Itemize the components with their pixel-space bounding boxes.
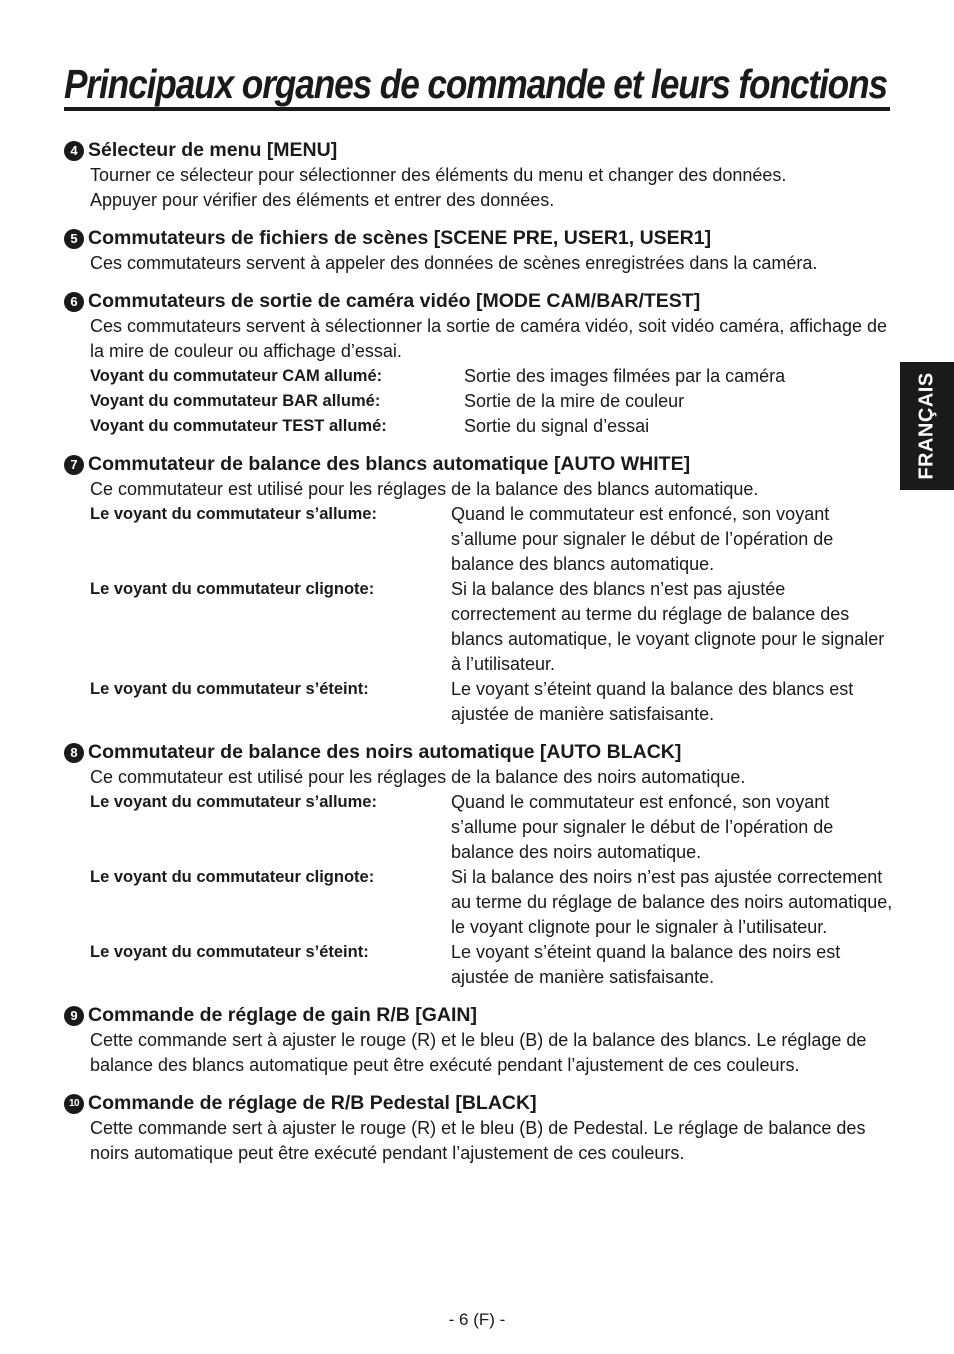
indicator-label: Voyant du commutateur TEST allumé:	[90, 417, 387, 435]
indicator-row	[90, 865, 894, 940]
indicator-row	[90, 790, 894, 865]
indicator-label: Le voyant du commutateur s’allume:	[90, 793, 377, 811]
section-heading	[64, 1091, 894, 1116]
indicator-label: Voyant du commutateur CAM allumé:	[90, 367, 383, 385]
section-black-pedestal	[64, 1091, 894, 1166]
section-title: Commutateurs de sortie de caméra vidéo [MODE CAM/BAR/TEST]	[88, 290, 701, 312]
section-auto-white	[64, 452, 894, 727]
section-body	[90, 477, 894, 727]
indicator-description: Si la balance des noirs n’est pas ajustée correctement au terme du réglage de balance des noirs automatique, le voyant clignote pour le signaler à l’utilisateur.	[451, 867, 893, 937]
section-number-icon: 10	[64, 1094, 84, 1114]
section-body	[90, 765, 894, 990]
page-title: Principaux organes de commande et leurs fonctions	[64, 61, 888, 107]
indicator-label: Voyant du commutateur BAR allumé:	[90, 392, 381, 410]
section-auto-black	[64, 740, 894, 990]
section-number-icon: 7	[64, 455, 84, 475]
indicator-label: Le voyant du commutateur clignote:	[90, 868, 375, 886]
section-heading	[64, 1003, 894, 1028]
body-text: Ce commutateur est utilisé pour les réglages de la balance des noirs automatique.	[90, 767, 746, 787]
indicator-row	[90, 677, 894, 727]
indicator-row	[90, 414, 894, 439]
section-number-icon: 6	[64, 292, 84, 312]
section-heading	[64, 138, 894, 163]
section-title: Commutateurs de fichiers de scènes [SCENE PRE, USER1, USER1]	[88, 227, 712, 249]
indicator-row	[90, 389, 894, 414]
indicator-row	[90, 502, 894, 577]
section-title: Commande de réglage de gain R/B [GAIN]	[88, 1004, 477, 1026]
body-text: Ce commutateur est utilisé pour les réglages de la balance des blancs automatique.	[90, 479, 759, 499]
indicator-description: Le voyant s’éteint quand la balance des blancs est ajustée de manière satisfaisante.	[451, 679, 854, 724]
body-text: Cette commande sert à ajuster le rouge (R) et le bleu (B) de la balance des blancs. Le réglage de balance des blancs automatique peut être exécuté pendant l’ajustement de ces couleurs.	[90, 1030, 867, 1075]
indicator-label: Le voyant du commutateur s’éteint:	[90, 680, 369, 698]
indicator-description: Quand le commutateur est enfoncé, son voyant s’allume pour signaler le début de l’opération de balance des noirs automatique.	[451, 792, 834, 862]
section-scene-files	[64, 226, 894, 276]
indicator-label: Le voyant du commutateur clignote:	[90, 580, 375, 598]
language-tab	[900, 362, 954, 490]
indicator-row	[90, 364, 894, 389]
section-heading	[64, 289, 894, 314]
section-number-icon: 4	[64, 141, 84, 161]
section-heading	[64, 452, 894, 477]
section-body	[90, 1028, 894, 1078]
title-rule	[64, 107, 890, 111]
section-number-icon: 9	[64, 1006, 84, 1026]
section-body	[90, 251, 894, 276]
body-text: Ces commutateurs servent à sélectionner la sortie de caméra vidéo, soit vidéo caméra, affichage de la mire de couleur ou affichage d’essai.	[90, 316, 888, 361]
content	[64, 138, 894, 1179]
language-tab-label: FRANÇAIS	[915, 372, 938, 480]
section-heading	[64, 226, 894, 251]
indicator-label: Le voyant du commutateur s’éteint:	[90, 943, 369, 961]
body-text: Cette commande sert à ajuster le rouge (R) et le bleu (B) de Pedestal. Le réglage de balance des noirs automatique peut être exécuté pendant l’ajustement de ces couleurs.	[90, 1118, 866, 1163]
section-body	[90, 314, 894, 439]
indicator-description: Sortie du signal d’essai	[464, 416, 650, 436]
indicator-description: Le voyant s’éteint quand la balance des noirs est ajustée de manière satisfaisante.	[451, 942, 841, 987]
indicator-description: Sortie de la mire de couleur	[464, 391, 685, 411]
section-heading	[64, 740, 894, 765]
section-title: Commutateur de balance des noirs automatique [AUTO BLACK]	[88, 741, 682, 763]
indicator-row	[90, 940, 894, 990]
section-video-output	[64, 289, 894, 439]
section-gain	[64, 1003, 894, 1078]
section-title: Sélecteur de menu [MENU]	[88, 139, 338, 161]
indicator-description: Sortie des images filmées par la caméra	[464, 366, 786, 386]
indicator-label: Le voyant du commutateur s’allume:	[90, 505, 377, 523]
page-number: - 6 (F) -	[448, 1310, 506, 1329]
section-title: Commutateur de balance des blancs automatique [AUTO WHITE]	[88, 453, 691, 475]
section-body	[90, 1116, 894, 1166]
body-text: Appuyer pour vérifier des éléments et entrer des données.	[90, 190, 555, 210]
section-number-icon: 5	[64, 229, 84, 249]
section-number-icon: 8	[64, 743, 84, 763]
section-title: Commande de réglage de R/B Pedestal [BLACK]	[88, 1092, 537, 1114]
indicator-description: Si la balance des blancs n’est pas ajustée correctement au terme du réglage de balance des blancs automatique, le voyant clignote pour le signaler à l’utilisateur.	[451, 579, 885, 674]
section-body	[90, 163, 894, 213]
body-text: Ces commutateurs servent à appeler des données de scènes enregistrées dans la caméra.	[90, 253, 818, 273]
indicator-row	[90, 577, 894, 677]
body-text: Tourner ce sélecteur pour sélectionner des éléments du menu et changer des données.	[90, 165, 787, 185]
indicator-description: Quand le commutateur est enfoncé, son voyant s’allume pour signaler le début de l’opération de balance des blancs automatique.	[451, 504, 834, 574]
section-menu-selector	[64, 138, 894, 213]
